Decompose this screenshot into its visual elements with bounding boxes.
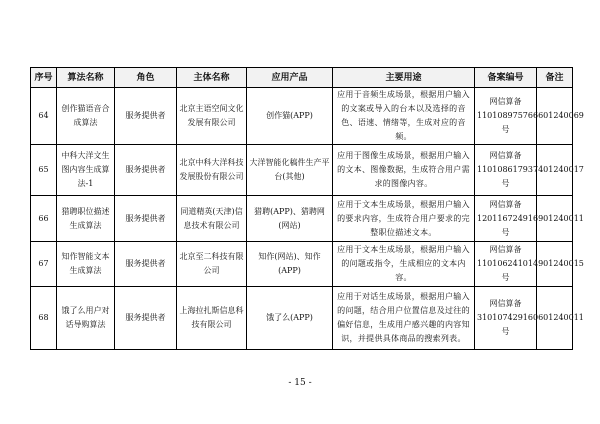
cell-entity: 上海拉扎斯信息科技有限公司 bbox=[177, 287, 247, 350]
header-index: 序号 bbox=[31, 68, 57, 88]
cell-product: 饿了么(APP) bbox=[247, 287, 333, 350]
cell-role: 服务提供者 bbox=[115, 287, 177, 350]
header-entity: 主体名称 bbox=[177, 68, 247, 88]
page-number: - 15 - bbox=[288, 378, 312, 388]
cell-record-no bbox=[475, 145, 584, 196]
cell-entity: 同道精英(天津)信息技术有限公司 bbox=[177, 196, 247, 242]
cell-entity: 北京至二科技有限公司 bbox=[177, 242, 247, 287]
record-no-prefix: 网信算备 bbox=[489, 245, 522, 254]
cell-index: 65 bbox=[31, 145, 57, 196]
cell-entity: 北京中科大洋科技发展股份有限公司 bbox=[177, 145, 247, 196]
cell-index: 68 bbox=[31, 287, 57, 350]
record-no-number: 110106241014901240015 号 bbox=[477, 259, 584, 282]
header-role: 角色 bbox=[115, 68, 177, 88]
table-row bbox=[31, 196, 573, 242]
header-record-no: 备案编号 bbox=[475, 68, 537, 88]
record-no-number: 120116724916901240011 号 bbox=[477, 213, 584, 237]
record-no-prefix: 网信算备 bbox=[489, 97, 522, 106]
cell-role: 服务提供者 bbox=[115, 242, 177, 287]
record-no-prefix: 网信算备 bbox=[489, 151, 522, 160]
record-no-number: 110108617937401240017 号 bbox=[477, 165, 584, 188]
cell-product: 知作(网站)、知作(APP) bbox=[247, 242, 333, 287]
cell-algorithm-name: 知作智能文本生成算法 bbox=[57, 242, 115, 287]
table-header-row bbox=[31, 68, 573, 88]
cell-record-no bbox=[475, 287, 584, 350]
record-no-prefix: 网信算备 bbox=[489, 299, 522, 308]
record-no-number: 110108975766601240069 号 bbox=[477, 111, 584, 134]
record-no-prefix: 网信算备 bbox=[489, 199, 522, 209]
cell-purpose: 应用于音频生成场景，根据用户输入的文案或导入的台本以及选择的音色、语速、情绪等，生成对应的音频。 bbox=[333, 88, 475, 145]
cell-algorithm-name: 创作猫语音合成算法 bbox=[57, 88, 115, 145]
cell-algorithm-name: 饿了么用户对话导购算法 bbox=[57, 287, 115, 350]
cell-index: 66 bbox=[31, 196, 57, 242]
cell-record-no bbox=[475, 242, 584, 287]
cell-role: 服务提供者 bbox=[115, 88, 177, 145]
table-row bbox=[31, 242, 573, 287]
cell-record-no bbox=[475, 196, 584, 242]
cell-algorithm-name: 中科大洋文生图内容生成算法-1 bbox=[57, 145, 115, 196]
header-purpose: 主要用途 bbox=[333, 68, 475, 88]
cell-purpose: 应用于文本生成场景，根据用户输入的要求内容，生成符合用户要求的完整职位描述文本。 bbox=[333, 196, 475, 242]
header-note: 备注 bbox=[537, 68, 573, 88]
cell-index: 64 bbox=[31, 88, 57, 145]
cell-product: 创作猫(APP) bbox=[247, 88, 333, 145]
header-product: 应用产品 bbox=[247, 68, 333, 88]
cell-role: 服务提供者 bbox=[115, 145, 177, 196]
cell-purpose: 应用于文本生成场景，根据用户输入的问题或指令，生成相应的文本内容。 bbox=[333, 242, 475, 287]
table-row bbox=[31, 145, 573, 196]
cell-record-no bbox=[475, 88, 584, 145]
cell-entity: 北京主语空间文化发展有限公司 bbox=[177, 88, 247, 145]
table-row bbox=[31, 287, 573, 350]
cell-algorithm-name: 猎聘职位描述生成算法 bbox=[57, 196, 115, 242]
header-algorithm-name: 算法名称 bbox=[57, 68, 115, 88]
cell-purpose: 应用于对话生成场景，根据用户输入的问题，结合用户位置信息及过往的偏好信息，生成用户感兴趣的内容知识，并提供具体商品的搜索列表。 bbox=[333, 287, 475, 350]
cell-role: 服务提供者 bbox=[115, 196, 177, 242]
algorithm-filing-table bbox=[30, 67, 584, 350]
cell-index: 67 bbox=[31, 242, 57, 287]
record-no-number: 310107429160601240011 号 bbox=[477, 313, 584, 336]
cell-product: 猎聘(APP)、猎聘网(网站) bbox=[247, 196, 333, 242]
cell-product: 大洋智能化稿件生产平台(其他) bbox=[247, 145, 333, 196]
table-row bbox=[31, 88, 573, 145]
cell-purpose: 应用于图像生成场景，根据用户输入的文本、图像数据，生成符合用户需求的图像内容。 bbox=[333, 145, 475, 196]
